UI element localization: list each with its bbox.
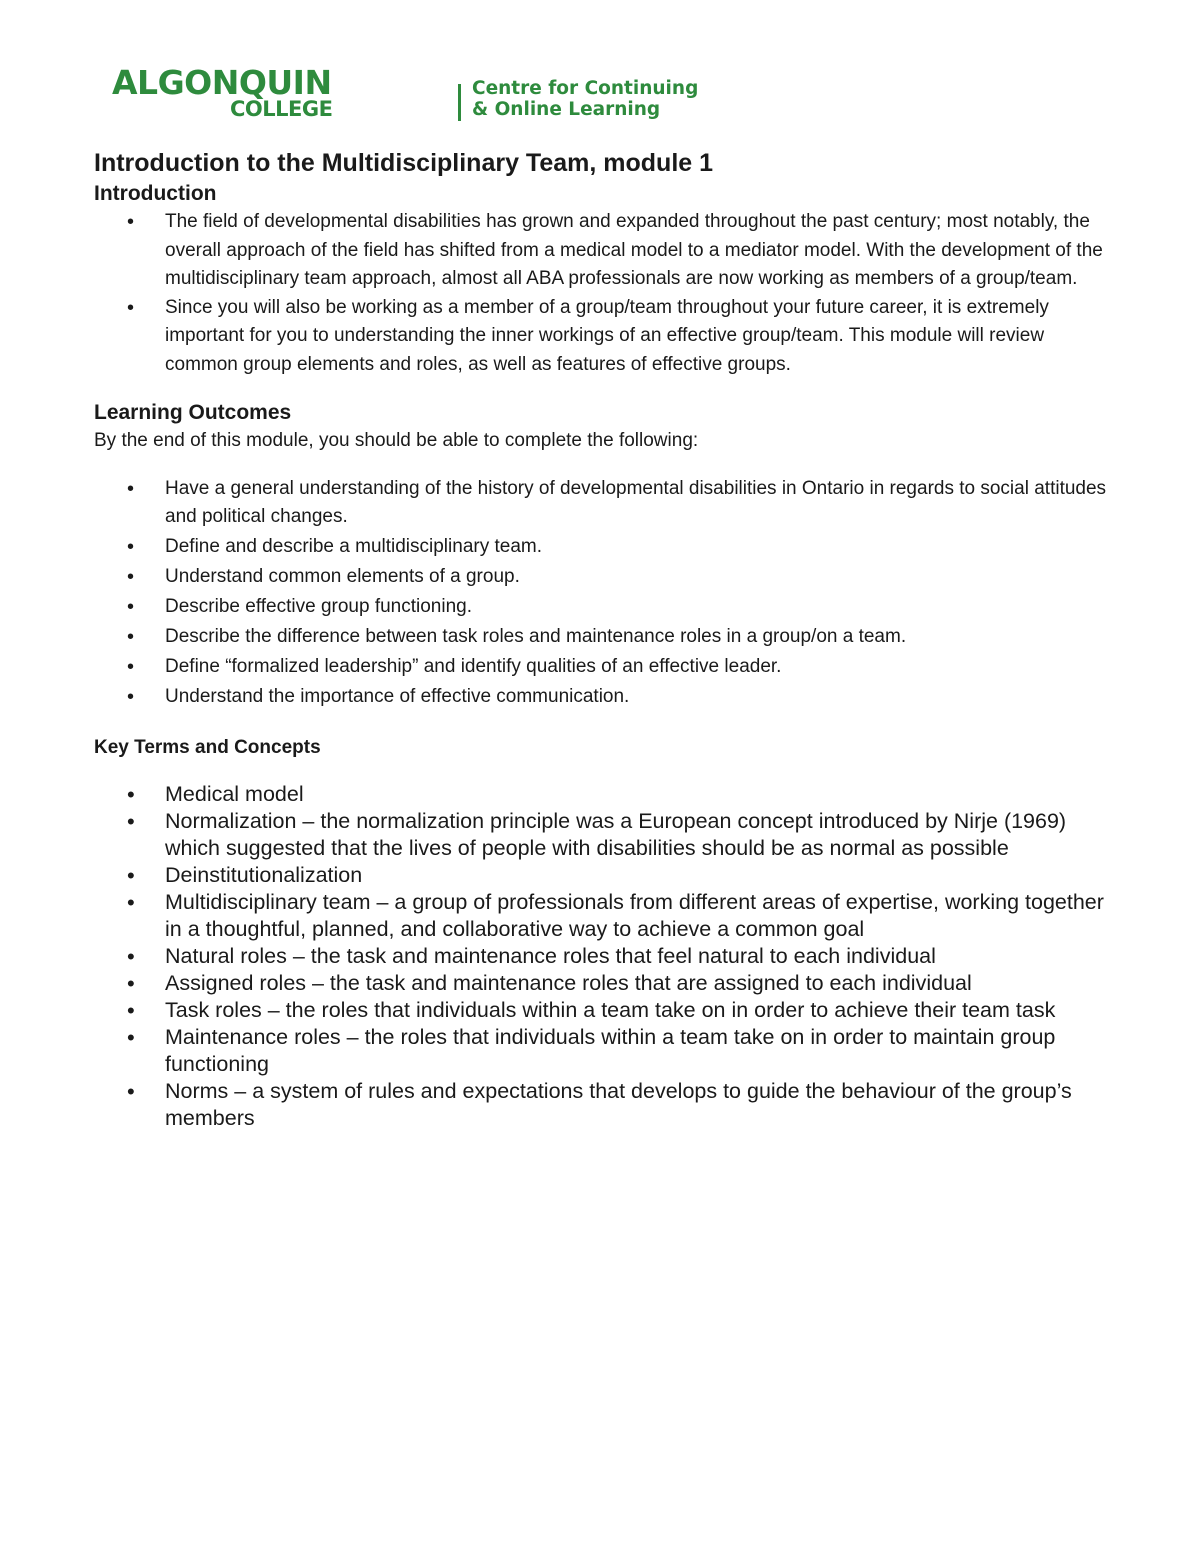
key-terms-list xyxy=(94,781,1114,1132)
list-item: • Medical model xyxy=(94,781,1114,808)
learning-outcomes-list xyxy=(94,475,1114,711)
logo-centre-line2: & Online Learning xyxy=(472,99,661,120)
logo-centre-text xyxy=(472,78,698,120)
document-body xyxy=(94,146,1114,1132)
list-item: • Define and describe a multidisciplinary team. xyxy=(94,533,1114,561)
learning-outcomes-heading: Learning Outcomes xyxy=(94,401,292,424)
page-title: Introduction to the Multidisciplinary Team, module 1 xyxy=(94,149,714,177)
list-item: • Multidisciplinary team – a group of professionals from different areas of expertise, working together in a thoughtful, planned, and collaborative way to achieve a common goal xyxy=(94,889,1114,943)
learning-outcomes-intro: By the end of this module, you should be able to complete the following: xyxy=(94,430,699,451)
logo-college-text: COLLEGE xyxy=(230,97,333,121)
list-item: • Maintenance roles – the roles that individuals within a team take on in order to maintain group functioning xyxy=(94,1024,1114,1078)
list-item: • Have a general understanding of the history of developmental disabilities in Ontario in regards to social attitudes and political changes. xyxy=(94,475,1114,531)
list-item: • Understand the importance of effective communication. xyxy=(94,683,1114,711)
list-item: • Understand common elements of a group. xyxy=(94,563,1114,591)
introduction-heading: Introduction xyxy=(94,182,217,205)
list-item: • The field of developmental disabilities has grown and expanded throughout the past century; most notably, the overall approach of the field has shifted from a medical model to a mediator model. With the development of the multidisciplinary team approach, almost all ABA professionals are now working as members of a group/team. xyxy=(94,208,1114,294)
logo-divider xyxy=(458,84,461,121)
list-item: • Deinstitutionalization xyxy=(94,862,1114,889)
list-item: • Describe the difference between task roles and maintenance roles in a group/on a team. xyxy=(94,623,1114,651)
list-item: • Assigned roles – the task and maintenance roles that are assigned to each individual xyxy=(94,970,1114,997)
list-item: • Define “formalized leadership” and identify qualities of an effective leader. xyxy=(94,653,1114,681)
list-item: • Natural roles – the task and maintenance roles that feel natural to each individual xyxy=(94,943,1114,970)
list-item: • Task roles – the roles that individuals within a team take on in order to achieve their team task xyxy=(94,997,1114,1024)
introduction-list xyxy=(94,208,1114,379)
list-item: • Since you will also be working as a member of a group/team throughout your future career, it is extremely important for you to understanding the inner workings of an effective group/team. This module will review common group elements and roles, as well as features of effective groups. xyxy=(94,294,1114,380)
list-item: • Norms – a system of rules and expectations that develops to guide the behaviour of the group’s members xyxy=(94,1078,1114,1132)
key-terms-heading: Key Terms and Concepts xyxy=(94,737,321,758)
logo-centre-line1: Centre for Continuing xyxy=(472,78,699,99)
list-item: • Describe effective group functioning. xyxy=(94,593,1114,621)
list-item: • Normalization – the normalization principle was a European concept introduced by Nirje (1969) which suggested that the lives of people with disabilities should be as normal as possible xyxy=(94,808,1114,862)
logo-algonquin-text: ALGONQUIN xyxy=(112,63,332,102)
